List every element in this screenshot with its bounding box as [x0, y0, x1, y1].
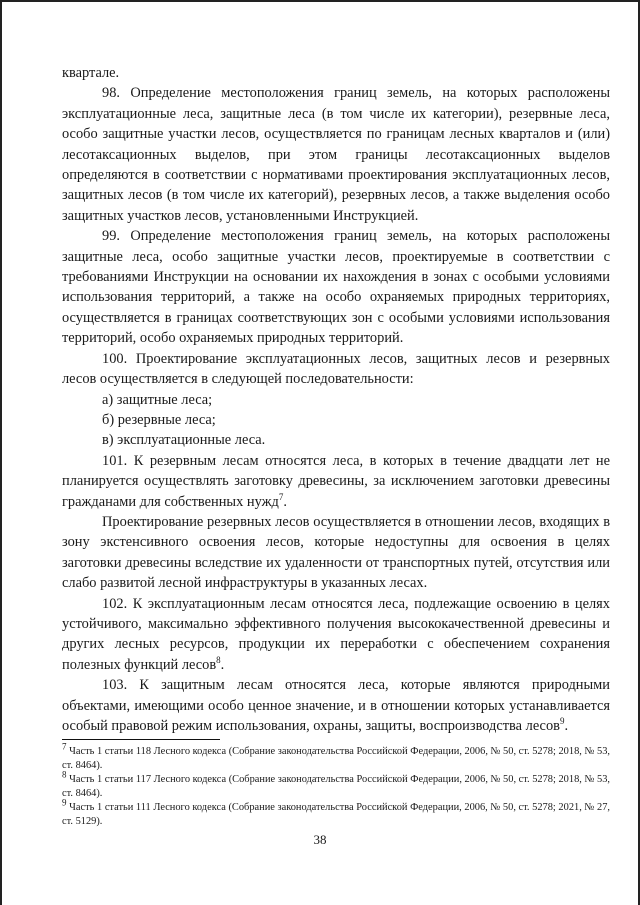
footnote-ref-8[interactable]: 8 — [216, 654, 221, 665]
list-item-v: в) эксплуатационные леса. — [102, 432, 266, 449]
footnote-ref-9[interactable]: 9 — [559, 716, 565, 727]
paragraph-continuation: кварталe. — [62, 65, 120, 81]
footnotes — [62, 741, 610, 830]
footnote-separator — [62, 739, 220, 740]
footnote-ref-7[interactable]: 7 — [278, 491, 284, 502]
document-body — [62, 63, 610, 736]
footnote-9: $^9$ Часть 1 статьи 111 Лесного кодекса (Собрание законодательства Российской Федерации, 2006, № 50, ст. 5278; 2021, № 27, ст. 5129). — [62, 797, 610, 827]
footnote-8: $^8$ Часть 1 статьи 117 Лесного кодекса (Собрание законодательства Российской Федерации, 2006, № 50, ст. 5278; 2018, № 53, ст. 8464). — [62, 769, 610, 799]
footnote-mark: 8 — [62, 769, 67, 780]
paragraph-100: 100. Проектирование эксплуатационных лесов, защитных лесов и резервных лесов осуществляется в следующей последовательности: — [62, 350, 610, 388]
paragraph-102: 102. К эксплуатационным лесам относятся леса, подлежащие освоению в целях устойчивого, максимально эффективного получения высококачественной древесины и других лесных ресурсов, продукции их переработки с обеспечением сохранения полезных функций лесов$^8$. — [62, 595, 610, 673]
paragraph-reserve-forests: Проектирование резервных лесов осуществляется в отношении лесов, входящих в зону экстенсивного освоения лесов, которые недоступны для освоения в целях заготовки древесины вследствие их удаленности от транспортных путей, отсутствия или слабо развитой лесной инфраструктуры в указанных лесах. — [62, 513, 610, 592]
paragraph-101: 101. К резервным лесам относятся леса, в которых в течение двадцати лет не планируется осуществлять заготовку древесины, за исключением заготовки древесины гражданами для собственных нужд$^7$. — [62, 452, 610, 510]
page-border-left — [0, 0, 2, 905]
page-number: 38 — [313, 832, 327, 847]
paragraph-98: 98. Определение местоположения границ земель, на которых расположены эксплуатационные леса, защитные леса (в том числе их категории), резервные леса, особо защитные участки лесов, осуществляется по границам лесных кварталов и (или) лесотаксационных выделов, при этом границы лесотаксационных выделов определяются в соответствии с нормативами проектирования эксплуатационных лесов, защитных лесов (в том числе их категорий), резервных лесов, а также выделения особо защитных участков лесов, установленными Инструкцией. — [62, 85, 610, 224]
footnote-7: $^7$ Часть 1 статьи 118 Лесного кодекса (Собрание законодательства Российской Федерации, 2006, № 50, ст. 5278; 2018, № 53, ст. 8464). — [62, 741, 610, 771]
list-item-a: а) защитные леса; — [102, 391, 213, 408]
list-item-b: б) резервные леса; — [102, 411, 216, 428]
page-border-top — [0, 0, 640, 2]
paragraph-99: 99. Определение местоположения границ земель, на которых расположены защитные леса, особо защитные участки лесов, проектируемые в соответствии с требованиями Инструкции на основании их нахождения в зонах с особыми условиями использования территорий, а также на особо охраняемых природных территориях, осуществляется в границах соответствующих зон с особыми условиями использования территорий, особо охраняемых природных территорий. — [62, 228, 610, 347]
footnote-mark: 7 — [62, 741, 67, 752]
paragraph-103: 103. К защитным лесам относятся леса, которые являются природными объектами, имеющими особо ценное значение, и в отношении которых устанавливается особый правовой режим использования, охраны, защиты, воспроизводства лесов$^9$. — [62, 677, 610, 734]
footnote-mark: 9 — [62, 797, 67, 808]
